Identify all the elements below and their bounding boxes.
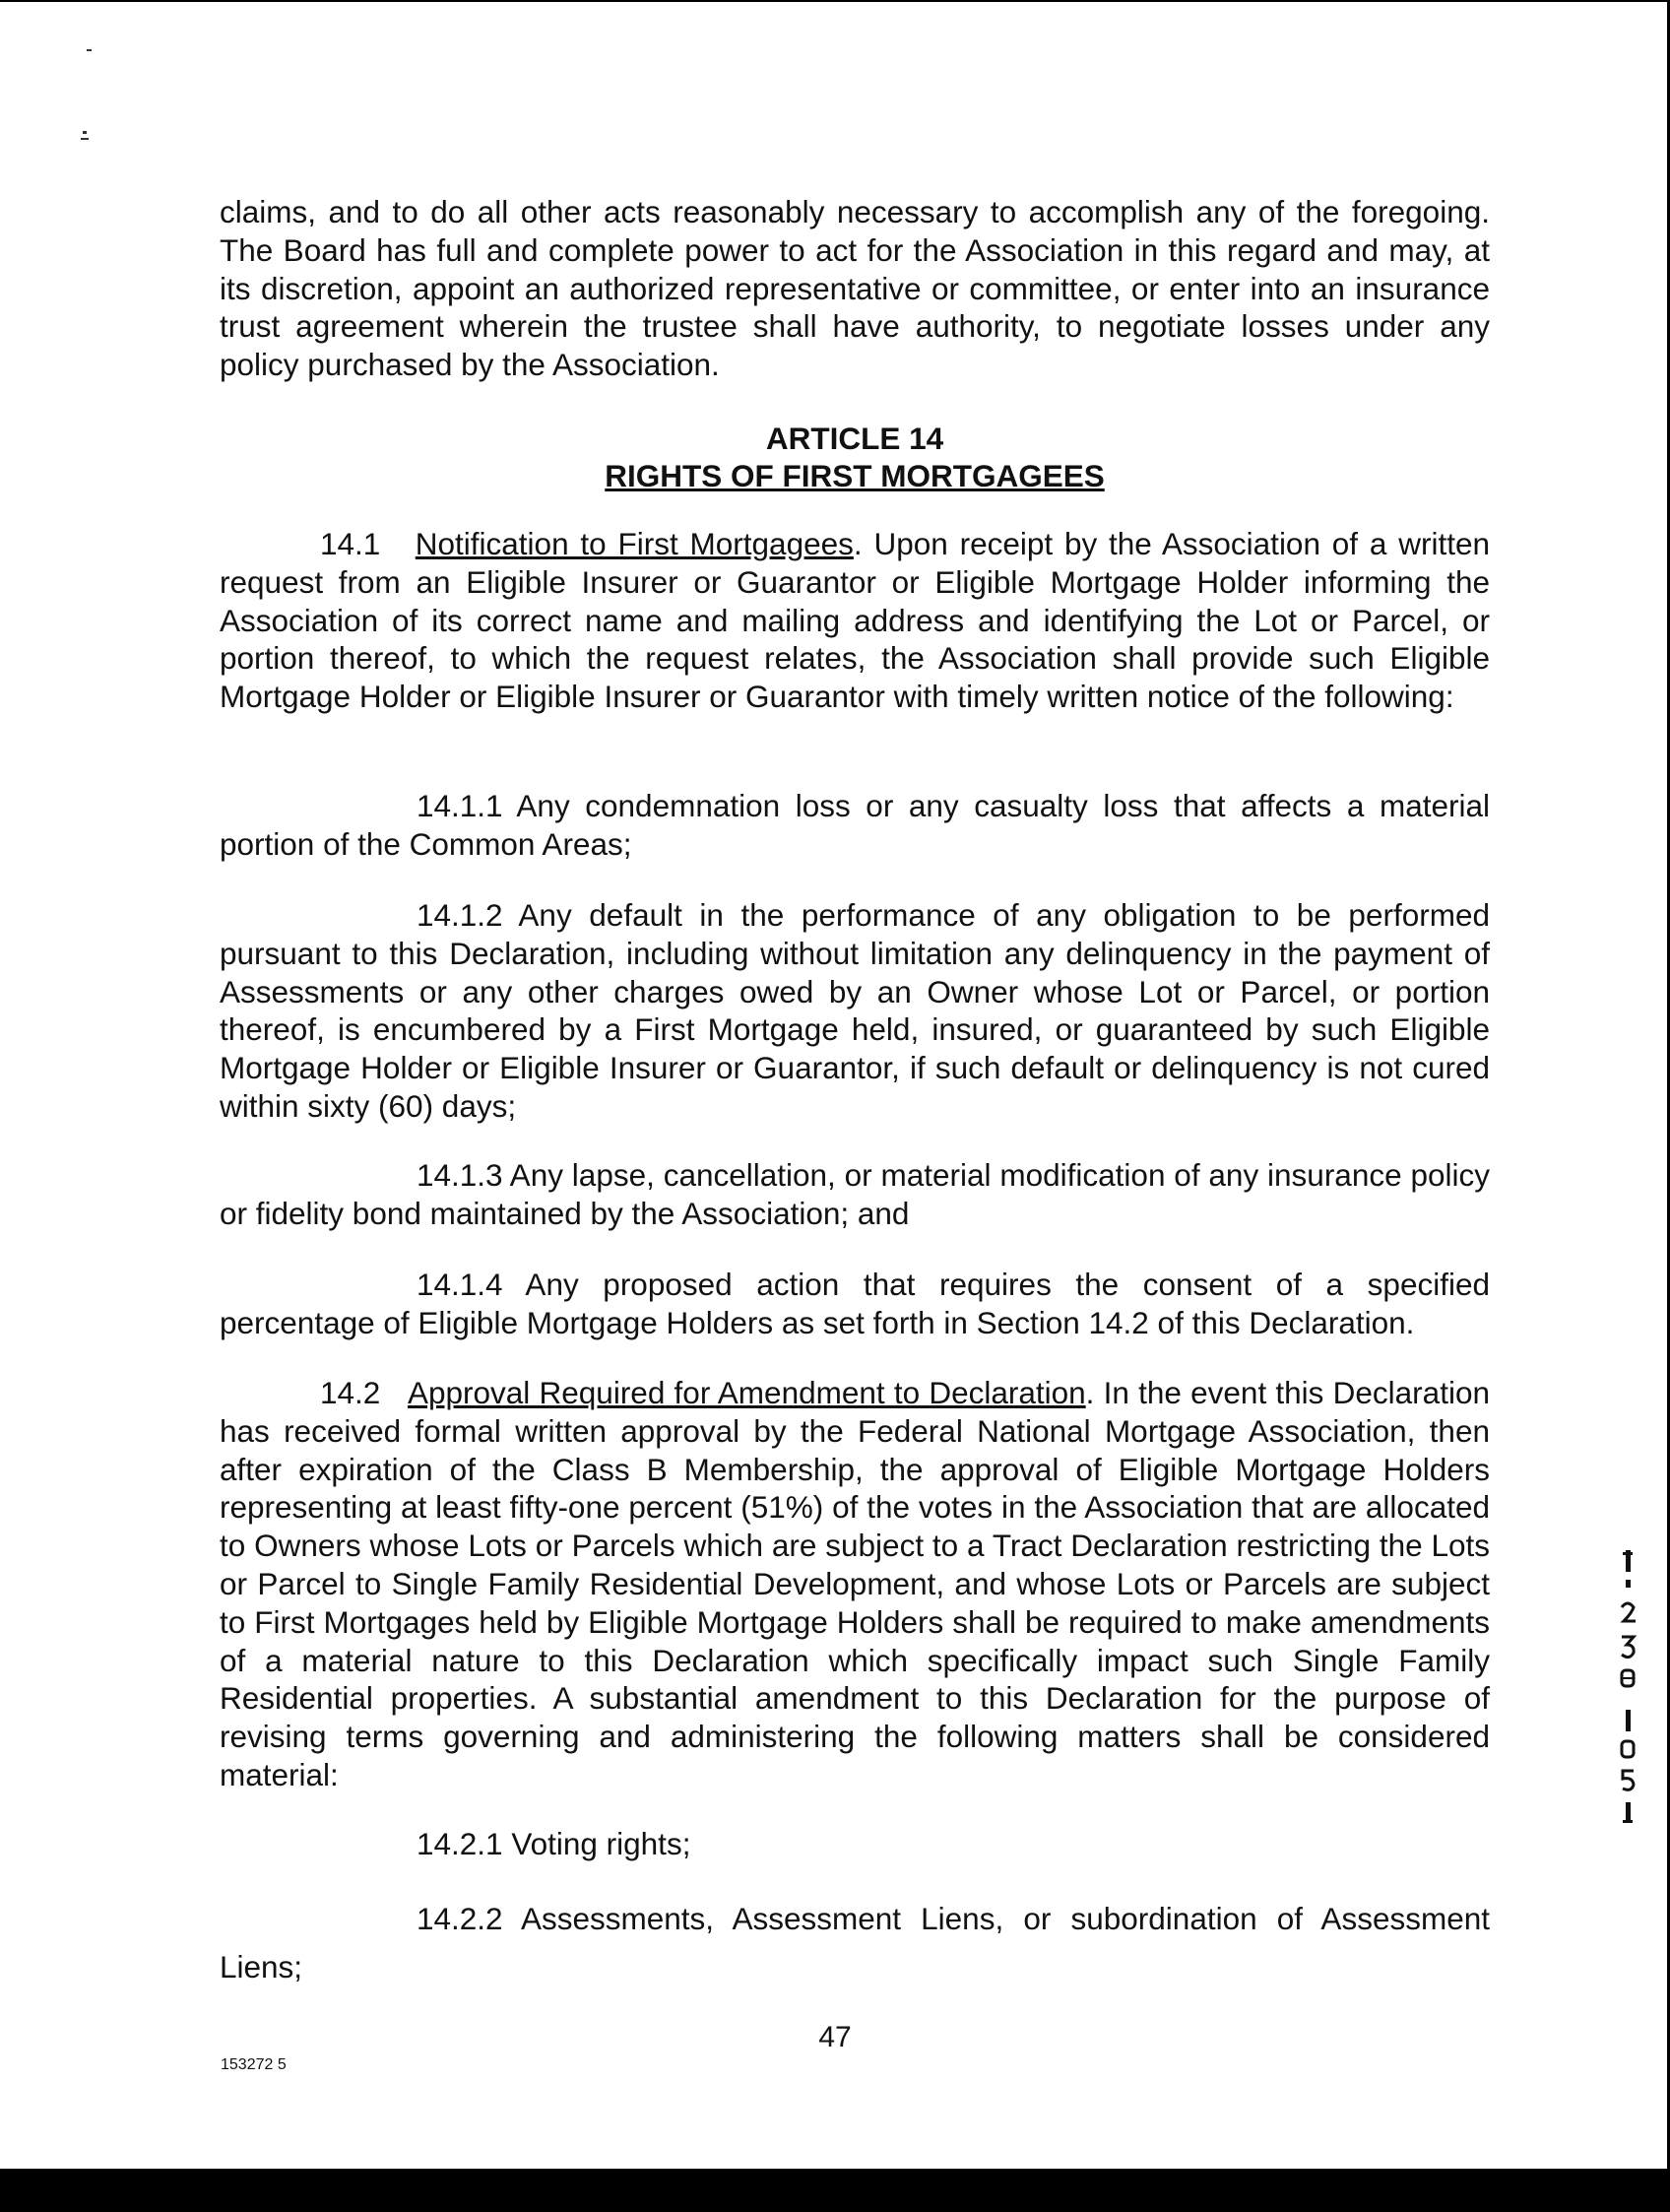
- scan-speck: [83, 131, 87, 134]
- section-14-1-heading: Notification to First Mortgagees: [415, 526, 854, 561]
- section-14-2-body: . In the event this Declaration has received formal written approval by the Federal National Mortgage Association, then after expiration of the Class B Membership, the approval of Eligible Mortgage Holders representing at least fifty-one percent (51%) of the votes in the Association that are allocated to Owners whose Lots or Parcels which are subject to a Tract Declaration restricting the Lots or Parcel to Single Family Residential Development, and whose Lots or Parcels are subject to First Mortgages held by Eligible Mortgage Holders shall be required to make amendments of a material nature to this Declaration which specifically impact such Single Family Residential properties. A substantial amendment to this Declaration for the purpose of revising terms governing and administering the following matters shall be considered material:: [220, 1375, 1490, 1792]
- scan-speck: [81, 138, 89, 140]
- section-14-2: [220, 1374, 1490, 1794]
- section-14-1-3: 14.1.3 Any lapse, cancellation, or material modification of any insurance policy or fidelity bond maintained by the Association; and: [220, 1157, 1490, 1231]
- section-14-1-number: 14.1: [320, 526, 381, 561]
- section-14-1-2: 14.1.2 Any default in the performance of any obligation to be performed pursuant to this Declaration, including without limitation any delinquency in the payment of Assessments or any other charges owed by an Owner whose Lot or Parcel, or portion thereof, is encumbered by a First Mortgage held, insured, or guaranteed by such Eligible Mortgage Holder or Eligible Insurer or Guarantor, if such default or delinquency is not cured within sixty (60) days;: [220, 897, 1490, 1124]
- scan-border-bottom: [0, 2169, 1670, 2212]
- page-number: 47: [818, 2021, 852, 2053]
- section-14-1-body: . Upon receipt by the Association of a written request from an Eligible Insurer or Guarantor or Eligible Mortgage Holder informing the Association of its correct name and mailing address and identifying the Lot or Parcel, or portion thereof, to which the request relates, the Association shall provide such Eligible Mortgage Holder or Eligible Insurer or Guarantor with timely written notice of the following:: [220, 526, 1490, 715]
- paragraph-claims: claims, and to do all other acts reasonably necessary to accomplish any of the foregoing. The Board has full and complete power to act for the Association in this regard and may, at its discretion, appoint an authorized representative or committee, or enter into an insurance trust agreement wherein the trustee shall have authority, to negotiate losses under any policy purchased by the Association.: [220, 194, 1490, 383]
- section-14-1-4: 14.1.4 Any proposed action that requires the consent of a specified percentage of Eligible Mortgage Holders as set forth in Section 14.2 of this Declaration.: [220, 1267, 1490, 1340]
- section-14-1-1: 14.1.1 Any condemnation loss or any casualty loss that affects a material portion of the Common Areas;: [220, 788, 1490, 862]
- document-id: 153272 5: [221, 2056, 287, 2073]
- section-14-2-heading: Approval Required for Amendment to Declaration: [407, 1375, 1086, 1410]
- section-14-2-1: 14.2.1 Voting rights;: [417, 1826, 691, 1861]
- section-14-1: [220, 525, 1490, 716]
- article-number: ARTICLE 14: [765, 421, 944, 456]
- section-14-2-2: 14.2.2 Assessments, Assessment Liens, or subordination of Assessment Liens;: [220, 1901, 1490, 1984]
- recording-stamp-marks: [1611, 1548, 1650, 1883]
- scan-speck: [87, 49, 92, 51]
- section-14-2-number: 14.2: [320, 1375, 381, 1410]
- scan-border-top: [0, 0, 1670, 2]
- article-title: RIGHTS OF FIRST MORTGAGEES: [605, 458, 1105, 493]
